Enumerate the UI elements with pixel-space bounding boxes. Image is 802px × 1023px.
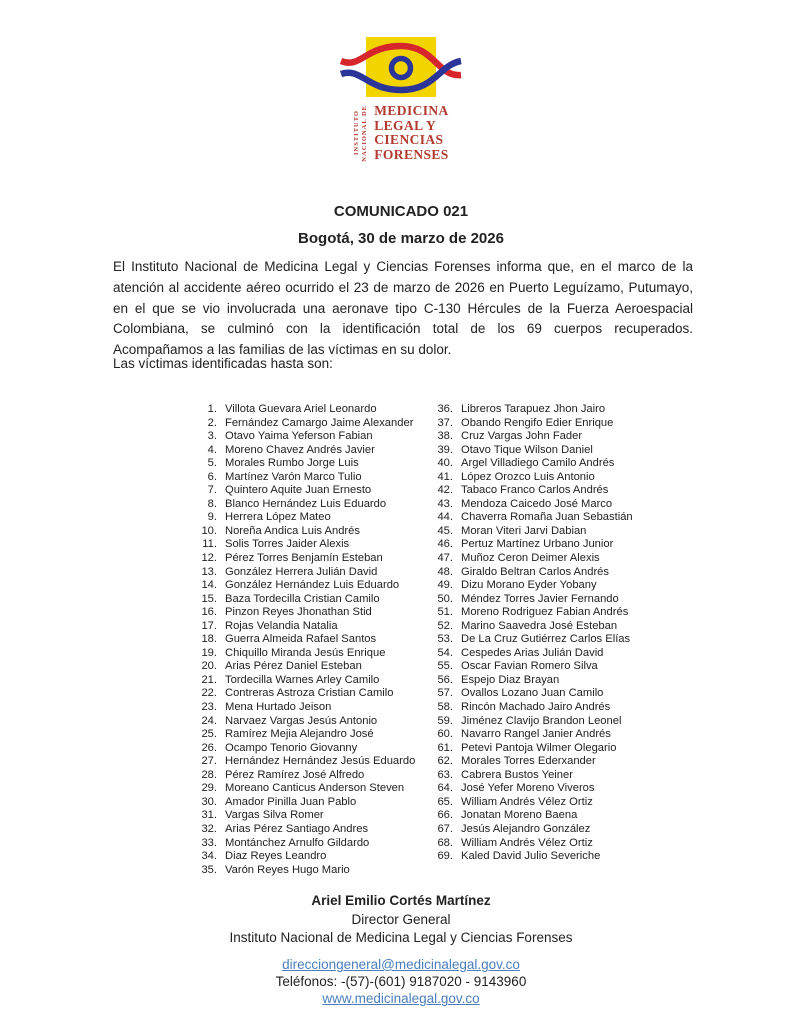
logo-wordmark [353, 104, 448, 162]
website-link[interactable]: www.medicinalegal.gov.co [322, 991, 480, 1007]
victim-list-item: 8. Blanco Hernández Luis Eduardo [207, 497, 387, 510]
logo-vertical-line-2: NACIONAL DE [361, 104, 369, 162]
victim-list-item: 9. Herrera López Mateo [207, 511, 331, 524]
victim-list-item: 37. Obando Rengifo Edier Enrique [437, 416, 614, 429]
victim-list-item: 18. Guerra Almeida Rafael Santos [201, 633, 377, 646]
victim-list-item: 21. Tordecilla Warnes Arley Camilo [201, 673, 380, 686]
victim-list-item: 10. Noreña Andica Luis Andrés [201, 524, 360, 537]
contact-block [0, 956, 802, 1008]
victim-list-item: 51. Moreno Rodriguez Fabian Andrés [437, 606, 629, 619]
victim-list-item: 23. Mena Hurtado Jeison [201, 701, 332, 714]
victim-list-item: 43. Mendoza Caicedo José Marco [437, 497, 613, 510]
victim-list-item: 31. Vargas Silva Romer [201, 809, 324, 822]
victim-list-item: 48. Giraldo Beltran Carlos Andrés [437, 565, 609, 578]
wordmark-line-3: CIENCIAS [374, 132, 444, 147]
victim-list-item: 32. Arias Pérez Santiago Andres [201, 822, 369, 835]
victim-list-item: 15. Baza Tordecilla Cristian Camilo [201, 592, 380, 605]
victim-list-item: 11. Solis Torres Jaider Alexis [202, 538, 350, 551]
victim-list-item: 19. Chiquillo Miranda Jesús Enrique [201, 646, 386, 659]
victim-list-item: 7. Quintero Aquite Juan Ernesto [207, 484, 372, 497]
victim-list-item: 25. Ramírez Mejia Alejandro José [201, 728, 374, 741]
wordmark-line-4: FORENSES [374, 146, 449, 162]
victim-list-item: 41. López Orozco Luis Antonio [437, 470, 595, 483]
phones-text: Teléfonos: -(57)-(601) 9187020 - 9143960 [275, 974, 527, 990]
victim-list-item: 50. Méndez Torres Javier Fernando [437, 592, 619, 605]
victim-list-item: 66. Jonatan Moreno Baena [437, 809, 578, 822]
victim-list-item: 20. Arias Pérez Daniel Esteban [201, 660, 362, 673]
victim-list-item: 16. Pinzon Reyes Jhonathan Stid [201, 606, 372, 619]
signature-institution: Instituto Nacional de Medicina Legal y Ciencias Forenses [229, 930, 573, 945]
victim-list-item: 2. Fernández Camargo Jaime Alexander [207, 416, 414, 429]
victim-list-item: 5. Morales Rumbo Jorge Luis [207, 457, 359, 470]
eye-logo-icon [340, 36, 462, 100]
victims-list-intro: Las víctimas identificadas hasta son: [113, 356, 333, 371]
victim-list-item: 68. William Andrés Vélez Ortiz [437, 836, 593, 849]
victim-list-item: 63. Cabrera Bustos Yeiner [437, 768, 573, 781]
wordmark-line-2: LEGAL Y [374, 117, 437, 133]
victim-list-item: 4. Moreno Chavez Andrés Javier [207, 443, 375, 456]
victim-list-item: 59. Jiménez Clavijo Brandon Leonel [437, 714, 622, 727]
victim-list-item: 45. Moran Viteri Jarvi Dabian [437, 524, 587, 537]
victim-list-item: 29. Moreano Canticus Anderson Steven [201, 782, 405, 795]
victim-list-item: 3. Otavo Yaima Yeferson Fabian [207, 430, 373, 443]
victim-list-item: 39. Otavo Tique Wilson Daniel [437, 443, 593, 456]
institute-logo [0, 36, 802, 162]
victim-list-item: 36. Libreros Tarapuez Jhon Jairo [437, 403, 606, 415]
victims-column-left [196, 403, 429, 877]
victim-list-item: 6. Martínez Varón Marco Tulio [207, 470, 362, 483]
victim-list-item: 61. Petevi Pantoja Wilmer Olegario [437, 741, 617, 754]
victim-list-item: 57. Ovallos Lozano Juan Camilo [437, 687, 604, 700]
logo-vertical-line-1: INSTITUTO [353, 110, 361, 156]
victim-list-item: 13. González Herrera Julián David [201, 565, 378, 578]
victim-list-item: 60. Navarro Rangel Janier Andrés [437, 728, 611, 741]
victim-list-item: 42. Tabaco Franco Carlos Andrés [437, 484, 609, 497]
victim-list-item: 27. Hernández Hernández Jesús Eduardo [201, 755, 416, 768]
victim-list-item: 53. De La Cruz Gutiérrez Carlos Elías [437, 633, 631, 646]
victim-list-item: 17. Rojas Velandia Natalia [201, 619, 338, 632]
victims-column-right [432, 403, 665, 877]
body-paragraph: El Instituto Nacional de Medicina Legal y Ciencias Forenses informa que, en el marco de la atención al accidente aéreo ocurrido el 23 de marzo de 2026 en Puerto Leguízamo, Putumayo, en el que se vio involucrada una aeronave tipo C-130 Hércules de la Fuerza Aeroespacial Colombiana, se culminó con la identificación total de los 69 cuerpos recuperados. Acompañamos a las familias de las víctimas en su dolor. [113, 259, 693, 358]
signature-role: Director General [351, 911, 451, 927]
victim-list-item: 35. Varón Reyes Hugo Mario [201, 863, 350, 876]
victim-list-item: 28. Pérez Ramírez José Alfredo [201, 768, 365, 781]
wordmark-line-1: MEDICINA [374, 103, 449, 118]
victim-list-item: 38. Cruz Vargas John Fader [437, 430, 583, 443]
victim-list-item: 69. Kaled David Julio Severiche [437, 850, 601, 863]
victim-list-item: 64. José Yefer Moreno Viveros [437, 782, 595, 795]
email-link[interactable]: direcciongeneral@medicinalegal.gov.co [282, 957, 520, 972]
victim-list-item: 52. Marino Saavedra José Esteban [437, 619, 618, 632]
victim-list-item: 56. Espejo Diaz Brayan [437, 673, 560, 686]
dateline: Bogotá, 30 de marzo de 2026 [298, 230, 504, 247]
victim-list-item: 40. Argel Villadiego Camilo Andrés [437, 457, 615, 470]
victim-list-item: 12. Pérez Torres Benjamín Esteban [201, 552, 383, 565]
logo-wordmark-lines [374, 104, 448, 162]
victim-list-item: 49. Dizu Morano Eyder Yobany [437, 579, 597, 592]
page-title: COMUNICADO 021 [333, 203, 469, 220]
victims-list [196, 403, 665, 877]
victim-list-item: 14. González Hernández Luis Eduardo [201, 579, 400, 592]
victim-list-item: 33. Montánchez Arnulfo Gildardo [201, 836, 370, 849]
victim-list-item: 34. Diaz Reyes Leandro [201, 850, 327, 863]
victim-list-item: 58. Rincón Machado Jairo Andrés [437, 701, 611, 714]
victim-list-item: 22. Contreras Astroza Cristian Camilo [201, 687, 394, 700]
logo-vertical-text [353, 105, 369, 162]
victim-list-item: 47. Muñoz Ceron Deimer Alexis [437, 552, 600, 565]
victim-list-item: 65. William Andrés Vélez Ortiz [437, 795, 593, 808]
signature-block [0, 892, 802, 948]
victim-list-item: 67. Jesús Alejandro González [437, 822, 591, 835]
victim-list-item: 54. Cespedes Arias Julián David [437, 646, 604, 659]
victim-list-item: 46. Pertuz Martínez Urbano Junior [437, 538, 614, 551]
victim-list-item: 55. Oscar Favian Romero Silva [437, 660, 598, 673]
victim-list-item: 24. Narvaez Vargas Jesús Antonio [201, 714, 378, 727]
victim-list-item: 62. Morales Torres Ederxander [437, 755, 596, 768]
victim-list-item: 30. Amador Pinilla Juan Pablo [201, 795, 357, 808]
victim-list-item: 26. Ocampo Tenorio Giovanny [201, 741, 358, 754]
signature-name: Ariel Emilio Cortés Martínez [311, 893, 491, 908]
victim-list-item: 44. Chaverra Romaña Juan Sebastián [437, 511, 633, 524]
victim-list-item: 1. Villota Guevara Ariel Leonardo [207, 403, 377, 415]
